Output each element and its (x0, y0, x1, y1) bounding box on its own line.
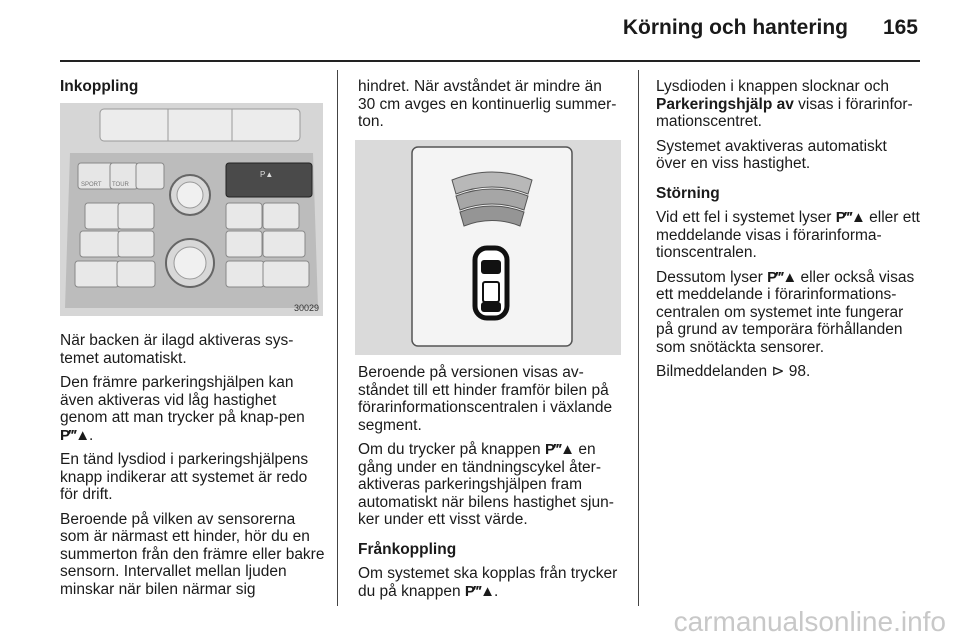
chapter-title: Körning och hantering (622, 16, 848, 39)
paragraph: När backen är ilagd aktiveras sys-temet automatiskt. (60, 332, 294, 367)
tour-button-label: TOUR (112, 182, 129, 188)
paragraph: Systemet avaktiveras automatiskt över en viss hastighet. (656, 137, 887, 172)
paragraph: Lysdioden i knappen slocknar och Parkeringshjälp av visas i förarinfor-mationscentret. (656, 78, 913, 130)
park-assist-button-label: P▲ (260, 170, 274, 179)
column-2-body (358, 364, 628, 607)
paragraph: Beroende på vilken av sensorerna som är närmast ett hinder, hör du en summerton från den främre eller bakre sensorn. Intervallet mellan ljuden minskar när bilen närmar sig (60, 510, 325, 598)
column-3 (656, 78, 921, 388)
section-heading-inkoppling: Inkoppling (60, 78, 139, 95)
paragraph: En tänd lysdiod i parkeringshjälpens knapp indikerar att systemet är redo för drift. (60, 451, 309, 503)
paragraph: Dessutom lyser P‴▲ eller också visas ett meddelande i förarinformations-centralen om systemet inte fungerar på grund av temporära förhållanden som snötäckta sensorer. (656, 268, 915, 356)
park-assist-icon: P‴▲ (767, 268, 797, 286)
park-assist-display-illustration (355, 140, 621, 355)
column-1 (60, 78, 325, 103)
section-heading-storning: Störning (656, 184, 720, 202)
column-1-body (60, 332, 325, 605)
section-heading-frankoppling: Frånkoppling (358, 540, 457, 558)
page-number: 165 (882, 16, 918, 39)
figure-id: 30029 (293, 303, 319, 313)
column-2 (358, 78, 623, 138)
paragraph: hindret. När avståndet är mindre än 30 cm avges en kontinuerlig summer-ton. (358, 78, 617, 130)
column-divider-2 (638, 70, 639, 606)
display-message: Parkeringshjälp av (656, 95, 794, 113)
page-reference-icon: ⊳ (771, 363, 785, 380)
column-divider-1 (337, 70, 338, 606)
paragraph: Om systemet ska kopplas från trycker du på knappen P‴▲. (358, 565, 618, 600)
park-assist-icon: P‴▲ (835, 209, 865, 226)
paragraph: Beroende på versionen visas av-ståndet till ett hinder framför bilen på förarinformationscentralen i växlande segment. (358, 364, 613, 434)
sport-button-label: SPORT (81, 182, 102, 188)
park-assist-icon: P‴▲ (544, 441, 575, 458)
header-divider (60, 60, 920, 62)
park-assist-icon: P‴▲ (464, 582, 494, 600)
paragraph: Om du trycker på knappen P‴▲ en gång under en tändningscykel åter-aktiveras parkeringshjälpen fram automatiskt när bilens hastighet sjun-ker under ett visst värde. (358, 441, 614, 528)
page-header (0, 0, 960, 58)
watermark: carmanualsonline.info (673, 606, 946, 637)
dashboard-panel-figure (60, 103, 323, 316)
park-assist-icon: P‴▲ (60, 426, 90, 444)
paragraph: Den främre parkeringshjälpen kan även aktiveras vid låg hastighet genom att man trycker på knap-pen P‴▲. (60, 374, 305, 444)
paragraph: Bilmeddelanden ⊳ 98. (656, 363, 811, 380)
dashboard-panel-illustration (60, 103, 323, 316)
page-reference-link[interactable]: 98. (788, 363, 811, 380)
park-assist-display-figure (355, 140, 621, 355)
paragraph: Vid ett fel i systemet lyser P‴▲ eller ett meddelande visas i förarinforma-tionscentralen. (656, 209, 920, 261)
